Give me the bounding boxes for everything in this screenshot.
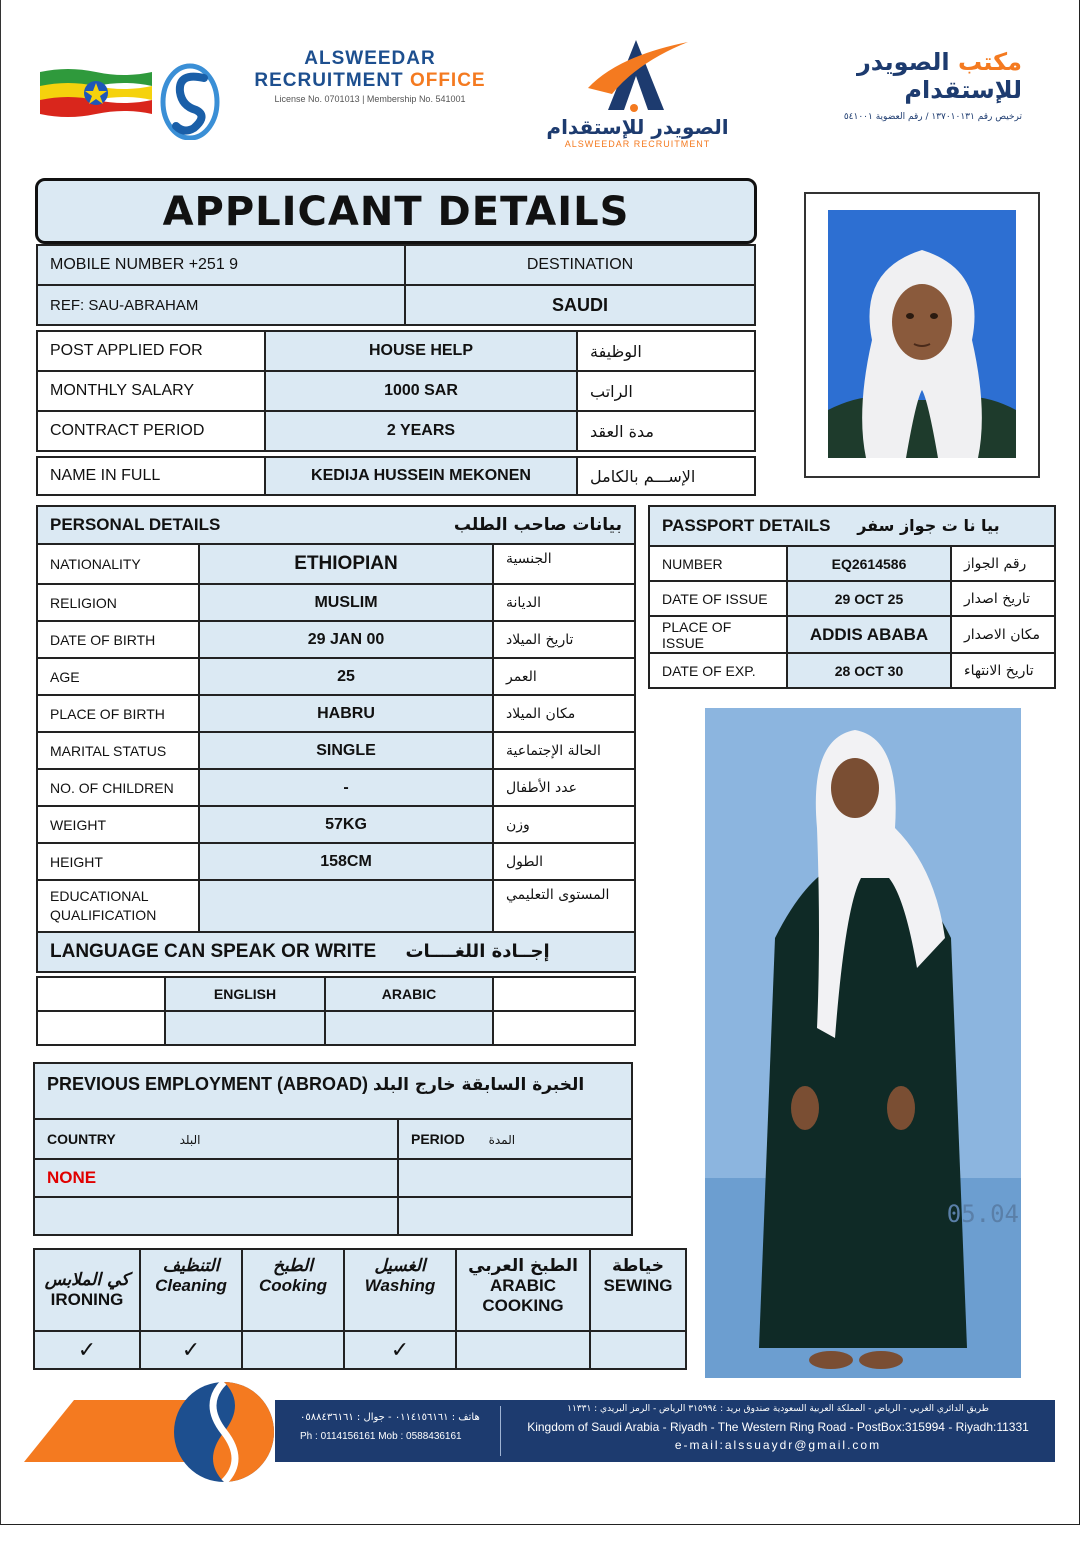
personal-label: WEIGHT xyxy=(37,806,199,843)
center-logo-arabic: الصويدر للإستقدام xyxy=(546,115,729,139)
passport-label: PLACE OF ISSUE xyxy=(649,616,787,653)
language-english: ENGLISH xyxy=(165,977,325,1011)
personal-row xyxy=(37,843,635,880)
personal-row xyxy=(37,880,635,932)
personal-label: EDUCATIONAL QUALIFICATION xyxy=(37,880,199,932)
passport-value: 28 OCT 30 xyxy=(787,653,951,688)
personal-label-ar: العمر xyxy=(493,658,635,695)
passport-label: DATE OF ISSUE xyxy=(649,581,787,616)
passport-label-ar: مكان الاصدار xyxy=(951,616,1055,653)
personal-row xyxy=(37,695,635,732)
personal-value: 57KG xyxy=(199,806,493,843)
personal-value: MUSLIM xyxy=(199,584,493,621)
name-table xyxy=(36,456,756,496)
passport-label-ar: رقم الجواز xyxy=(951,546,1055,581)
reference: REF: SAU-ABRAHAM xyxy=(37,285,405,325)
passport-label-ar: تاريخ الانتهاء xyxy=(951,653,1055,688)
passport-row xyxy=(649,581,1055,616)
personal-value: ETHIOPIAN xyxy=(199,544,493,584)
applicant-full-body-photo xyxy=(705,708,1021,1378)
passport-value: 29 OCT 25 xyxy=(787,581,951,616)
contact-table xyxy=(36,244,756,326)
personal-label-ar: تاريخ الميلاد xyxy=(493,621,635,658)
photo-date-stamp: 05.04 xyxy=(946,1200,1019,1228)
personal-label-ar: الجنسية xyxy=(493,544,635,584)
job-table xyxy=(36,330,756,452)
period-label: PERIOD xyxy=(411,1131,465,1147)
personal-label-ar: عدد الأطفال xyxy=(493,769,635,806)
passport-value: ADDIS ABABA xyxy=(787,616,951,653)
footer-address-ar: طريق الدائري الغربي - الرياض - المملكة العربية السعودية صندوق بريد : ٣١٥٩٩٤ الرياض - الرمز البريدي : ١١٣٣١ xyxy=(567,1404,989,1414)
personal-label-ar: المستوى التعليمي xyxy=(493,880,635,932)
skill-checkmark xyxy=(242,1331,344,1369)
office-name-arabic: مكتب الصويدر للإستقدام xyxy=(856,48,1022,104)
skill-header: الطبخ العربي ARABIC COOKING xyxy=(456,1249,590,1331)
job-value: HOUSE HELP xyxy=(265,331,577,371)
footer-address-en: Kingdom of Saudi Arabia - Riyadh - The Western Ring Road - PostBox:315994 - Riyadh:11331 xyxy=(527,1420,1029,1434)
passport-title: PASSPORT DETAILS xyxy=(662,516,831,535)
personal-row xyxy=(37,584,635,621)
personal-label: AGE xyxy=(37,658,199,695)
skill-checkmark: ✓ xyxy=(344,1331,456,1369)
personal-value: 29 JAN 00 xyxy=(199,621,493,658)
job-label-ar: الراتب xyxy=(577,371,755,411)
personal-value xyxy=(199,880,493,932)
passport-label-ar: تاريخ اصدار xyxy=(951,581,1055,616)
passport-value: EQ2614586 xyxy=(787,546,951,581)
passport-row xyxy=(649,653,1055,688)
country-label-ar: البلد xyxy=(179,1133,201,1147)
employment-table xyxy=(33,1062,633,1236)
personal-value: SINGLE xyxy=(199,732,493,769)
personal-label: MARITAL STATUS xyxy=(37,732,199,769)
period-label-ar: المدة xyxy=(488,1133,516,1147)
personal-details-title-ar: بيانات صاحب الطلب xyxy=(453,515,622,535)
employment-country-value: NONE xyxy=(34,1159,398,1197)
personal-details-table xyxy=(36,505,636,973)
skill-checkmark: ✓ xyxy=(140,1331,242,1369)
job-label-ar: الوظيفة xyxy=(577,331,755,371)
personal-row xyxy=(37,621,635,658)
mobile-number: MOBILE NUMBER +251 9 xyxy=(37,245,405,285)
personal-details-title: PERSONAL DETAILS xyxy=(50,515,221,534)
skill-header: كي الملابس IRONING xyxy=(34,1249,140,1331)
job-value: 2 YEARS xyxy=(265,411,577,451)
personal-value: 25 xyxy=(199,658,493,695)
destination-value: SAUDI xyxy=(405,285,755,325)
language-table xyxy=(36,976,636,1046)
footer-logo-icon xyxy=(172,1380,276,1484)
job-label: POST APPLIED FOR xyxy=(37,331,265,371)
office-license-arabic: ترخيص رقم ١٣٧٠١٠١٣١ / رقم العضوية ٥٤١٠٠١ xyxy=(843,112,1022,122)
passport-label: NUMBER xyxy=(649,546,787,581)
language-title: LANGUAGE CAN SPEAK OR WRITE xyxy=(50,941,377,962)
skills-table xyxy=(33,1248,687,1370)
skill-header: الطبخ Cooking xyxy=(242,1249,344,1331)
footer-phone-ar: هاتف : ٠١١٤١٥٦١٦١ - جوال : ٠٥٨٨٤٣٦١٦١ xyxy=(300,1412,480,1423)
job-label: MONTHLY SALARY xyxy=(37,371,265,411)
employment-title-ar: الخبرة السابقة خارج البلد xyxy=(373,1075,585,1095)
skill-header: الغسيل Washing xyxy=(344,1249,456,1331)
personal-label-ar: الطول xyxy=(493,843,635,880)
company-name-line1: ALSWEEDAR xyxy=(304,48,436,69)
passport-title-ar: بيا نا ت جواز سفر xyxy=(857,516,1000,535)
passport-row xyxy=(649,616,1055,653)
full-name: KEDIJA HUSSEIN MEKONEN xyxy=(265,457,577,495)
name-label: NAME IN FULL xyxy=(37,457,265,495)
skill-header: التنظيف Cleaning xyxy=(140,1249,242,1331)
personal-label-ar: مكان الميلاد xyxy=(493,695,635,732)
passport-label: DATE OF EXP. xyxy=(649,653,787,688)
job-row xyxy=(37,411,755,451)
center-logo-english: ALSWEEDAR RECRUITMENT xyxy=(564,139,711,149)
personal-value: - xyxy=(199,769,493,806)
skill-checkmark xyxy=(456,1331,590,1369)
personal-label-ar: الحالة الإجتماعية xyxy=(493,732,635,769)
footer-email: e-mail:alssuaydr@gmail.com xyxy=(674,1438,882,1452)
job-label: CONTRACT PERIOD xyxy=(37,411,265,451)
license-line: License No. 0701013 | Membership No. 541001 xyxy=(274,94,466,104)
skill-checkmark xyxy=(590,1331,686,1369)
name-label-ar: الإســـم بالكامل xyxy=(577,457,755,495)
personal-row xyxy=(37,732,635,769)
footer-phone-en: Ph : 0114156161 Mob : 0588436161 xyxy=(300,1431,462,1442)
personal-row xyxy=(37,658,635,695)
personal-value: 158CM xyxy=(199,843,493,880)
language-arabic: ARABIC xyxy=(325,977,493,1011)
personal-label: NO. OF CHILDREN xyxy=(37,769,199,806)
language-title-ar: إجــادة اللغــــات xyxy=(405,941,550,962)
applicant-portrait-photo xyxy=(804,192,1040,478)
passport-row xyxy=(649,546,1055,581)
center-logo xyxy=(545,36,730,160)
s-logo-icon xyxy=(160,62,222,140)
personal-label: DATE OF BIRTH xyxy=(37,621,199,658)
job-label-ar: مدة العقد xyxy=(577,411,755,451)
job-row xyxy=(37,331,755,371)
job-row xyxy=(37,371,755,411)
personal-row xyxy=(37,544,635,584)
personal-label: NATIONALITY xyxy=(37,544,199,584)
company-name-line2: RECRUITMENT OFFICE xyxy=(254,70,486,91)
ethiopian-flag xyxy=(40,66,152,118)
employment-title: PREVIOUS EMPLOYMENT (ABROAD) xyxy=(47,1074,369,1094)
page-title: APPLICANT DETAILS xyxy=(35,178,757,244)
footer-divider xyxy=(500,1406,501,1456)
skill-checkmark: ✓ xyxy=(34,1331,140,1369)
personal-value: HABRU xyxy=(199,695,493,732)
personal-label: RELIGION xyxy=(37,584,199,621)
personal-row xyxy=(37,806,635,843)
personal-label-ar: وزن xyxy=(493,806,635,843)
country-label: COUNTRY xyxy=(47,1131,116,1147)
skill-header: خياطة SEWING xyxy=(590,1249,686,1331)
destination-label: DESTINATION xyxy=(405,245,755,285)
personal-label: PLACE OF BIRTH xyxy=(37,695,199,732)
passport-table xyxy=(648,505,1056,689)
personal-label-ar: الديانة xyxy=(493,584,635,621)
job-value: 1000 SAR xyxy=(265,371,577,411)
personal-label: HEIGHT xyxy=(37,843,199,880)
personal-row xyxy=(37,769,635,806)
